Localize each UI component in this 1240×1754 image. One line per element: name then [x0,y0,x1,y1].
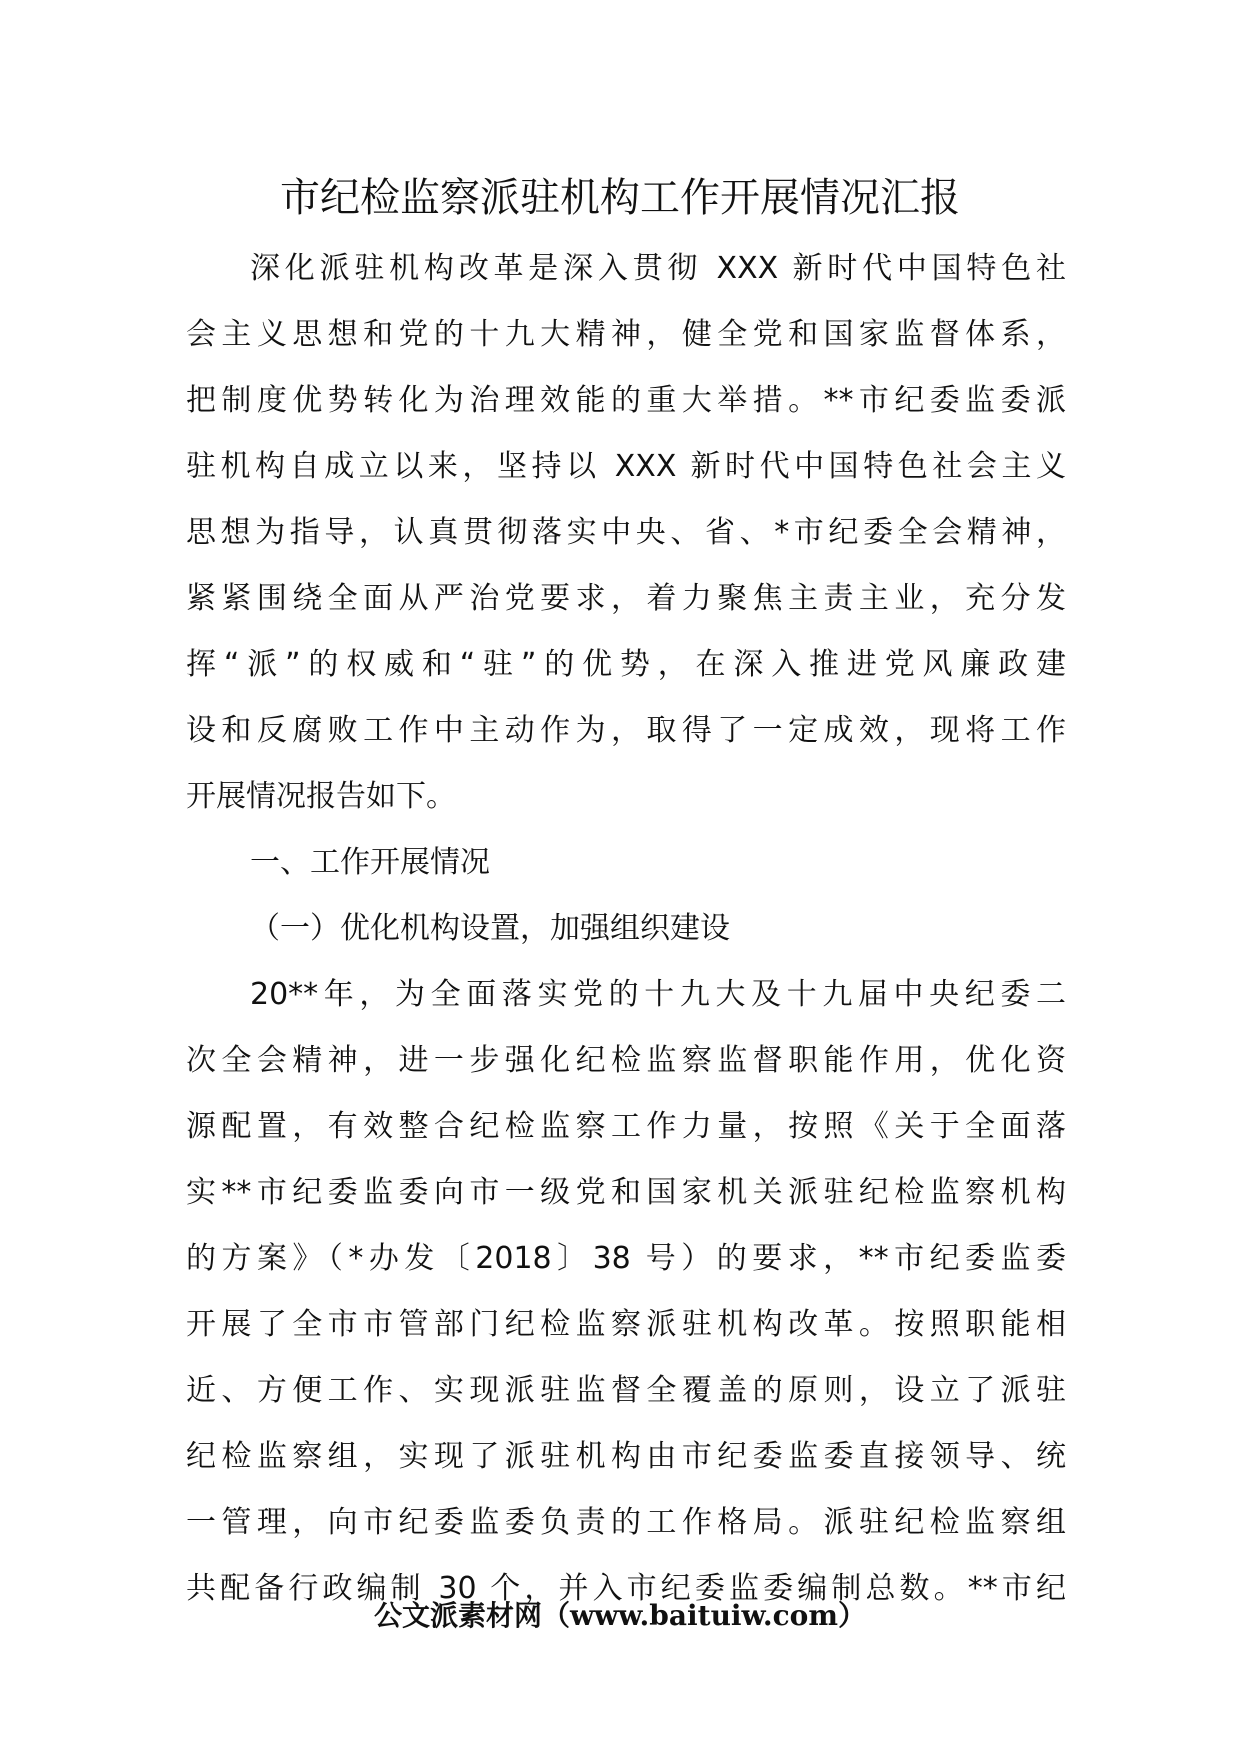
footer-watermark: 公文派素材网（www.baituiw.com） [374,1599,866,1632]
body-line-13: 次全会精神，进一步强化纪检监察监督职能作用，优化资 [186,1043,1066,1078]
document-body [186,236,1066,1622]
body-line-2: 会主义思想和党的十九大精神，健全党和国家监督体系， [186,317,1066,352]
body-line-18: 近、方便工作、实现派驻监督全覆盖的原则，设立了派驻 [186,1373,1066,1408]
subsection-heading-1: （一）优化机构设置，加强组织建设 [250,911,730,946]
body-line-3: 把制度优势转化为治理效能的重大举措。**市纪委监委派 [186,383,1066,418]
body-line-17: 开展了全市市管部门纪检监察派驻机构改革。按照职能相 [186,1307,1066,1342]
body-line-15: 实**市纪委监委向市一级党和国家机关派驻纪检监察机构 [186,1175,1066,1210]
body-line-19: 纪检监察组，实现了派驻机构由市纪委监委直接领导、统 [186,1439,1066,1474]
body-line-8: 设和反腐败工作中主动作为，取得了一定成效，现将工作 [186,713,1066,748]
body-line-5: 思想为指导，认真贯彻落实中央、省、*市纪委全会精神， [186,515,1066,550]
body-line-4: 驻机构自成立以来，坚持以 XXX 新时代中国特色社会主义 [186,449,1066,484]
body-line-9: 开展情况报告如下。 [186,779,456,814]
body-line-7: 挥“派”的权威和“驻”的优势，在深入推进党风廉政建 [186,647,1066,682]
section-heading-1: 一、工作开展情况 [250,845,490,880]
body-line-12: 20**年，为全面落实党的十九大及十九届中央纪委二 [250,977,1066,1012]
body-line-6: 紧紧围绕全面从严治党要求，着力聚焦主责主业，充分发 [186,581,1066,616]
body-line-21: 共配备行政编制 30 个，并入市纪委监委编制总数。**市纪 [186,1571,1066,1606]
body-line-16: 的方案》（*办发〔2018〕38 号）的要求，**市纪委监委 [186,1241,1066,1276]
body-line-20: 一管理，向市纪委监委负责的工作格局。派驻纪检监察组 [186,1505,1066,1540]
body-line-1: 深化派驻机构改革是深入贯彻 XXX 新时代中国特色社 [250,251,1066,286]
body-line-14: 源配置，有效整合纪检监察工作力量，按照《关于全面落 [186,1109,1066,1144]
document-title: 市纪检监察派驻机构工作开展情况汇报 [280,175,960,221]
